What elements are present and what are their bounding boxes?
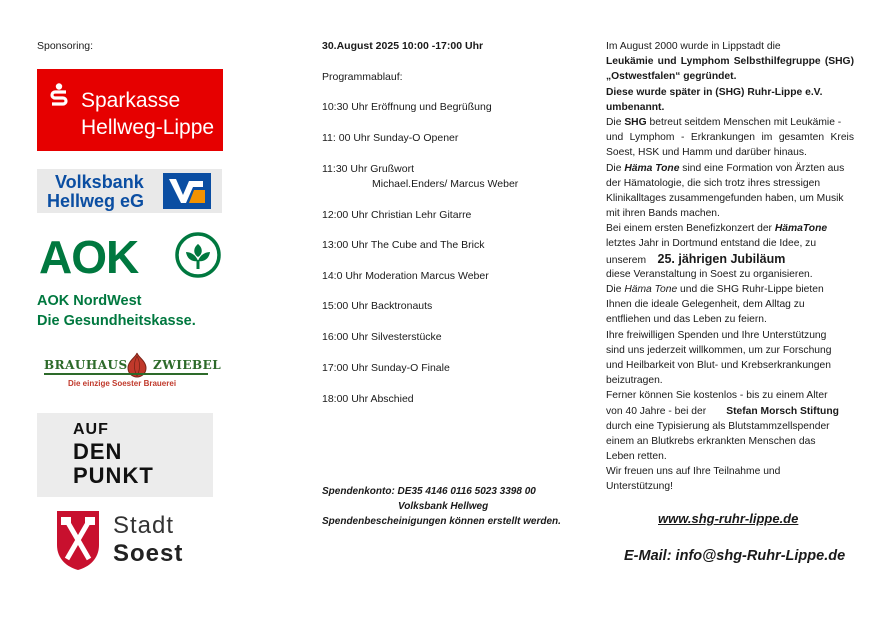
text-run: unserem	[606, 254, 658, 266]
website-link[interactable]: www.shg-ruhr-lippe.de	[658, 511, 799, 526]
info-line: diese Veranstaltung in Soest zu organisieren.	[606, 268, 813, 280]
sparkasse-region: Hellweg-Lippe	[81, 116, 215, 139]
text-run: Bei einem ersten Benefizkonzert der	[606, 223, 775, 235]
text-run-italic: Häma Tone	[624, 284, 678, 295]
info-line: mit ihren Bands machen.	[606, 208, 720, 220]
auf-den-punkt-logo	[37, 413, 213, 497]
info-line: Ihre freiwilligen Spenden und Ihre Unterstützung	[606, 329, 827, 341]
info-line: und Lymphom - Erkrankungen im gesamten Kreis	[606, 132, 854, 144]
info-line	[606, 404, 854, 419]
info-line: Im August 2000 wurde in Lippstadt die	[606, 41, 781, 52]
info-line: beizutragen.	[606, 375, 663, 387]
info-paragraph-history	[606, 39, 854, 495]
brauhaus-tagline: Die einzige Soester Brauerei	[68, 379, 177, 388]
zwiebel-word: ZWIEBEL	[153, 358, 222, 372]
event-date: 30.August 2025 10:00 -17:00 Uhr	[322, 40, 484, 52]
info-line: Klinikalltages zusammengefunden haben, um Musik	[606, 192, 844, 204]
text-run: sind eine Formation von Ärzten aus	[679, 162, 845, 174]
email-address[interactable]: E-Mail: info@shg-Ruhr-Lippe.de	[624, 548, 846, 564]
volksbank-name: Volksbank	[55, 172, 144, 192]
info-line: Leben retten.	[606, 451, 667, 463]
stadt-soest-logo	[37, 506, 213, 576]
punkt-line-auf: AUF	[73, 421, 109, 438]
brauhaus-divider	[44, 373, 208, 375]
program-item: 15:00 Uhr Backtronauts	[322, 300, 433, 312]
aok-logo	[37, 230, 222, 334]
info-line	[606, 221, 854, 236]
donation-account: Spendenkonto: DE35 4146 0116 5023 3398 00	[322, 486, 536, 497]
info-line: umbenannt.	[606, 101, 665, 113]
info-line	[606, 282, 854, 297]
punkt-line-punkt: PUNKT	[73, 463, 154, 488]
text-run: Die	[606, 284, 625, 295]
aok-tree-icon	[175, 232, 221, 278]
program-item: 10:30 Uhr Eröffnung und Begrüßung	[322, 101, 492, 113]
soest-name: Soest	[113, 540, 184, 567]
info-line	[606, 252, 854, 267]
sparkasse-s-icon	[49, 83, 69, 109]
text-run: und die SHG Ruhr-Lippe bieten	[677, 284, 824, 295]
volksbank-region: Hellweg eG	[47, 191, 145, 211]
program-item: 12:00 Uhr Christian Lehr Gitarre	[322, 209, 472, 221]
text-run: Die	[606, 116, 625, 128]
soest-stadt-word: Stadt	[113, 512, 175, 539]
info-line: der Hämatologie, die sich trotz ihres stressigen	[606, 177, 821, 189]
punkt-line-den: DEN	[73, 439, 123, 464]
aok-tagline: Die Gesundheitskasse.	[37, 313, 196, 329]
sponsoring-label: Sponsoring:	[37, 40, 94, 52]
aok-wordmark: AOK	[39, 231, 139, 283]
donation-bank: Volksbank Hellweg	[398, 501, 489, 512]
info-line: sind uns jederzeit willkommen, um zur Forschung	[606, 344, 832, 356]
info-line: Soest, HSK und Hamm und darüber hinaus.	[606, 147, 807, 159]
program-item: 16:00 Uhr Silvesterstücke	[322, 331, 442, 343]
text-run-bold-italic: Häma Tone	[624, 162, 680, 174]
info-line: entfliehen und das Leben zu feiern.	[606, 314, 767, 326]
info-line: Unterstützung!	[606, 481, 673, 493]
program-item: 11: 00 Uhr Sunday-O Opener	[322, 132, 459, 144]
program-item: 17:00 Uhr Sunday-O Finale	[322, 362, 450, 374]
info-line: Diese wurde später in (SHG) Ruhr-Lippe e.V.	[606, 86, 823, 98]
program-item-speakers: Michael.Enders/ Marcus Weber	[372, 178, 519, 190]
text-run-bold: SHG	[624, 116, 647, 128]
sparkasse-name: Sparkasse	[81, 89, 181, 112]
program-item: 18:00 Uhr Abschied	[322, 393, 414, 405]
jubilee-highlight: 25. jährigen Jubiläum	[657, 251, 786, 266]
info-line: „Ostwestfalen“ gegründet.	[606, 71, 737, 83]
volksbank-logo	[37, 169, 222, 213]
info-line: und Heilbarkeit von Blut- und Krebserkrankungen	[606, 359, 831, 371]
info-line: einem an Blutkrebs erkrankten Menschen das	[606, 435, 816, 447]
info-line: Ihnen die ideale Gelegenheit, dem Alltag zu	[606, 299, 805, 311]
program-item: 14:0 Uhr Moderation Marcus Weber	[322, 270, 489, 282]
text-run: betreut seitdem Menschen mit Leukämie -	[646, 116, 842, 128]
text-run: von 40 Jahre - bei der	[606, 405, 727, 417]
info-line: letztes Jahr in Dortmund entstand die Idee, zu	[606, 238, 817, 250]
program-heading: Programmablauf:	[322, 71, 403, 83]
program-item: 13:00 Uhr The Cube and The Brick	[322, 239, 485, 251]
info-line: Ferner können Sie kostenlos - bis zu einem Alter	[606, 390, 828, 402]
info-line: Leukämie und Lymphom Selbsthilfegruppe (SHG)	[606, 56, 854, 68]
sparkasse-logo	[37, 69, 223, 151]
text-run: Die	[606, 162, 625, 174]
foundation-name: Stefan Morsch Stiftung	[726, 405, 839, 417]
aok-nordwest: AOK NordWest	[37, 293, 142, 309]
donation-receipt: Spendenbescheinigungen können erstellt werden.	[322, 516, 561, 527]
program-item: 11:30 Uhr Grußwort	[322, 163, 415, 175]
info-line	[606, 115, 854, 130]
soest-crest-icon	[55, 509, 101, 571]
brauhaus-zwiebel-logo	[37, 352, 222, 392]
volksbank-mark-icon	[163, 173, 211, 209]
info-line: durch eine Typisierung als Blutstammzellspender	[606, 420, 830, 432]
info-line: Wir freuen uns auf Ihre Teilnahme und	[606, 466, 781, 478]
brauhaus-word: BRAUHAUS	[44, 358, 128, 372]
text-run-bold-italic: HämaTone	[774, 223, 828, 235]
info-line	[606, 161, 854, 176]
